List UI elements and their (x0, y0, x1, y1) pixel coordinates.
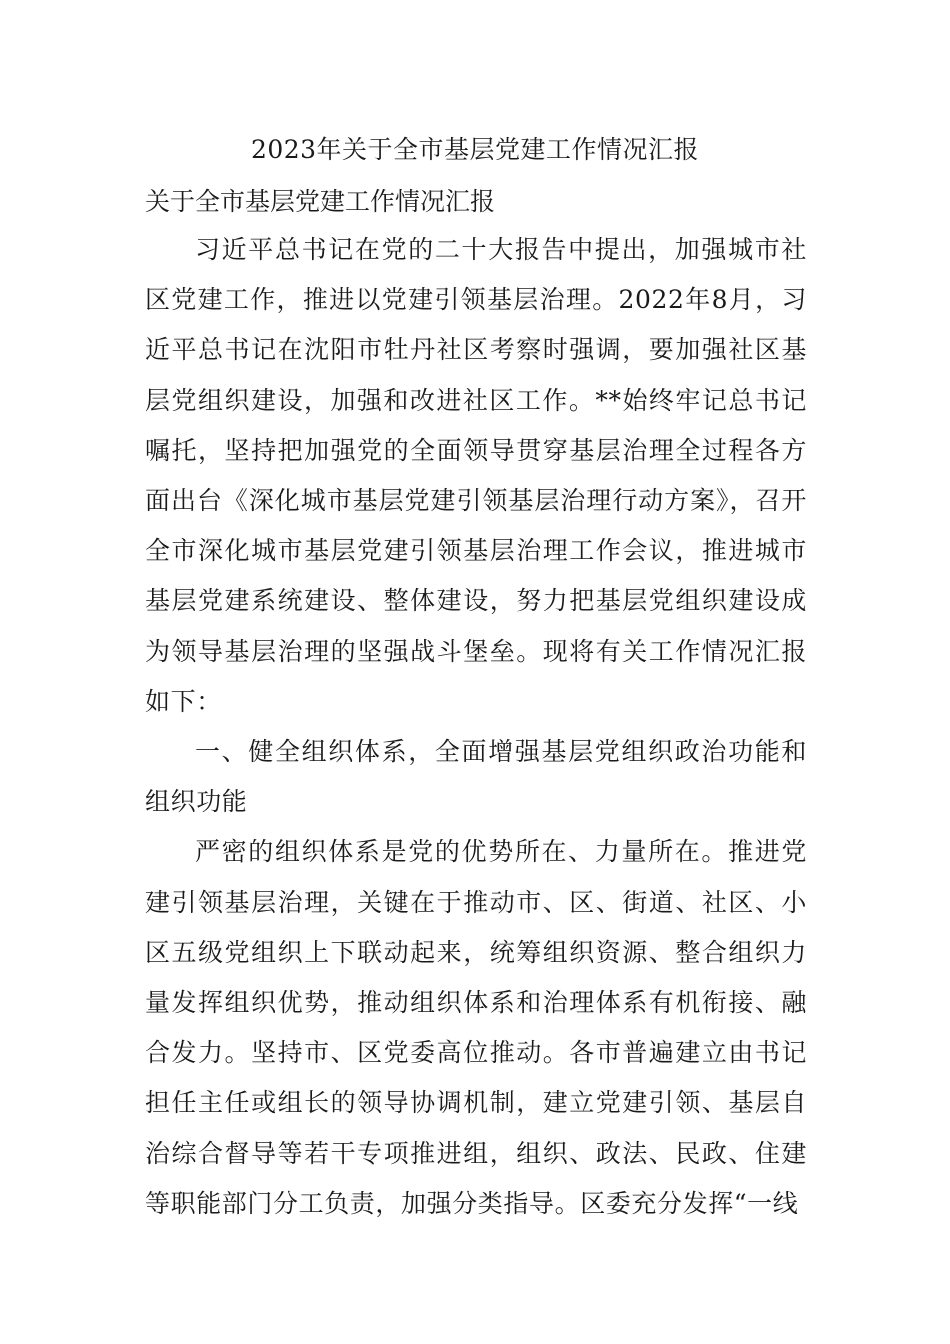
intro-paragraph: 习近平总书记在党的二十大报告中提出，加强城市社区党建工作，推进以党建引领基层治理。2022年8月，习近平总书记在沈阳市牡丹社区考察时强调，要加强社区基层党组织建设，加强和改进社区工作。**始终牢记总书记嘱托，坚持把加强党的全面领导贯穿基层治理全过程各方面出台《深化城市基层党建引领基层治理行动方案》，召开全市深化城市基层党建引领基层治理工作会议，推进城市基层党建系统建设、整体建设，努力把基层党组织建设成为领导基层治理的坚强战斗堡垒。现将有关工作情况汇报如下： (145, 235, 807, 716)
document-body (145, 225, 807, 1229)
document-subtitle: 关于全市基层党建工作情况汇报 (145, 187, 496, 216)
document-title: 2023年关于全市基层党建工作情况汇报 (250, 135, 700, 164)
section-heading-1: 一、健全组织体系，全面增强基层党组织政治功能和组织功能 (145, 737, 807, 817)
body-paragraph: 严密的组织体系是党的优势所在、力量所在。推进党建引领基层治理，关键在于推动市、区、街道、社区、小区五级党组织上下联动起来，统筹组织资源、整合组织力量发挥组织优势，推动组织体系和治理体系有机衔接、融合发力。坚持市、区党委高位推动。各市普遍建立由书记担任主任或组长的领导协调机制，建立党建引领、基层自治综合督导等若干专项推进组，组织、政法、民政、住建等职能部门分工负责，加强分类指导。区委充分发挥“一线 (145, 837, 807, 1218)
